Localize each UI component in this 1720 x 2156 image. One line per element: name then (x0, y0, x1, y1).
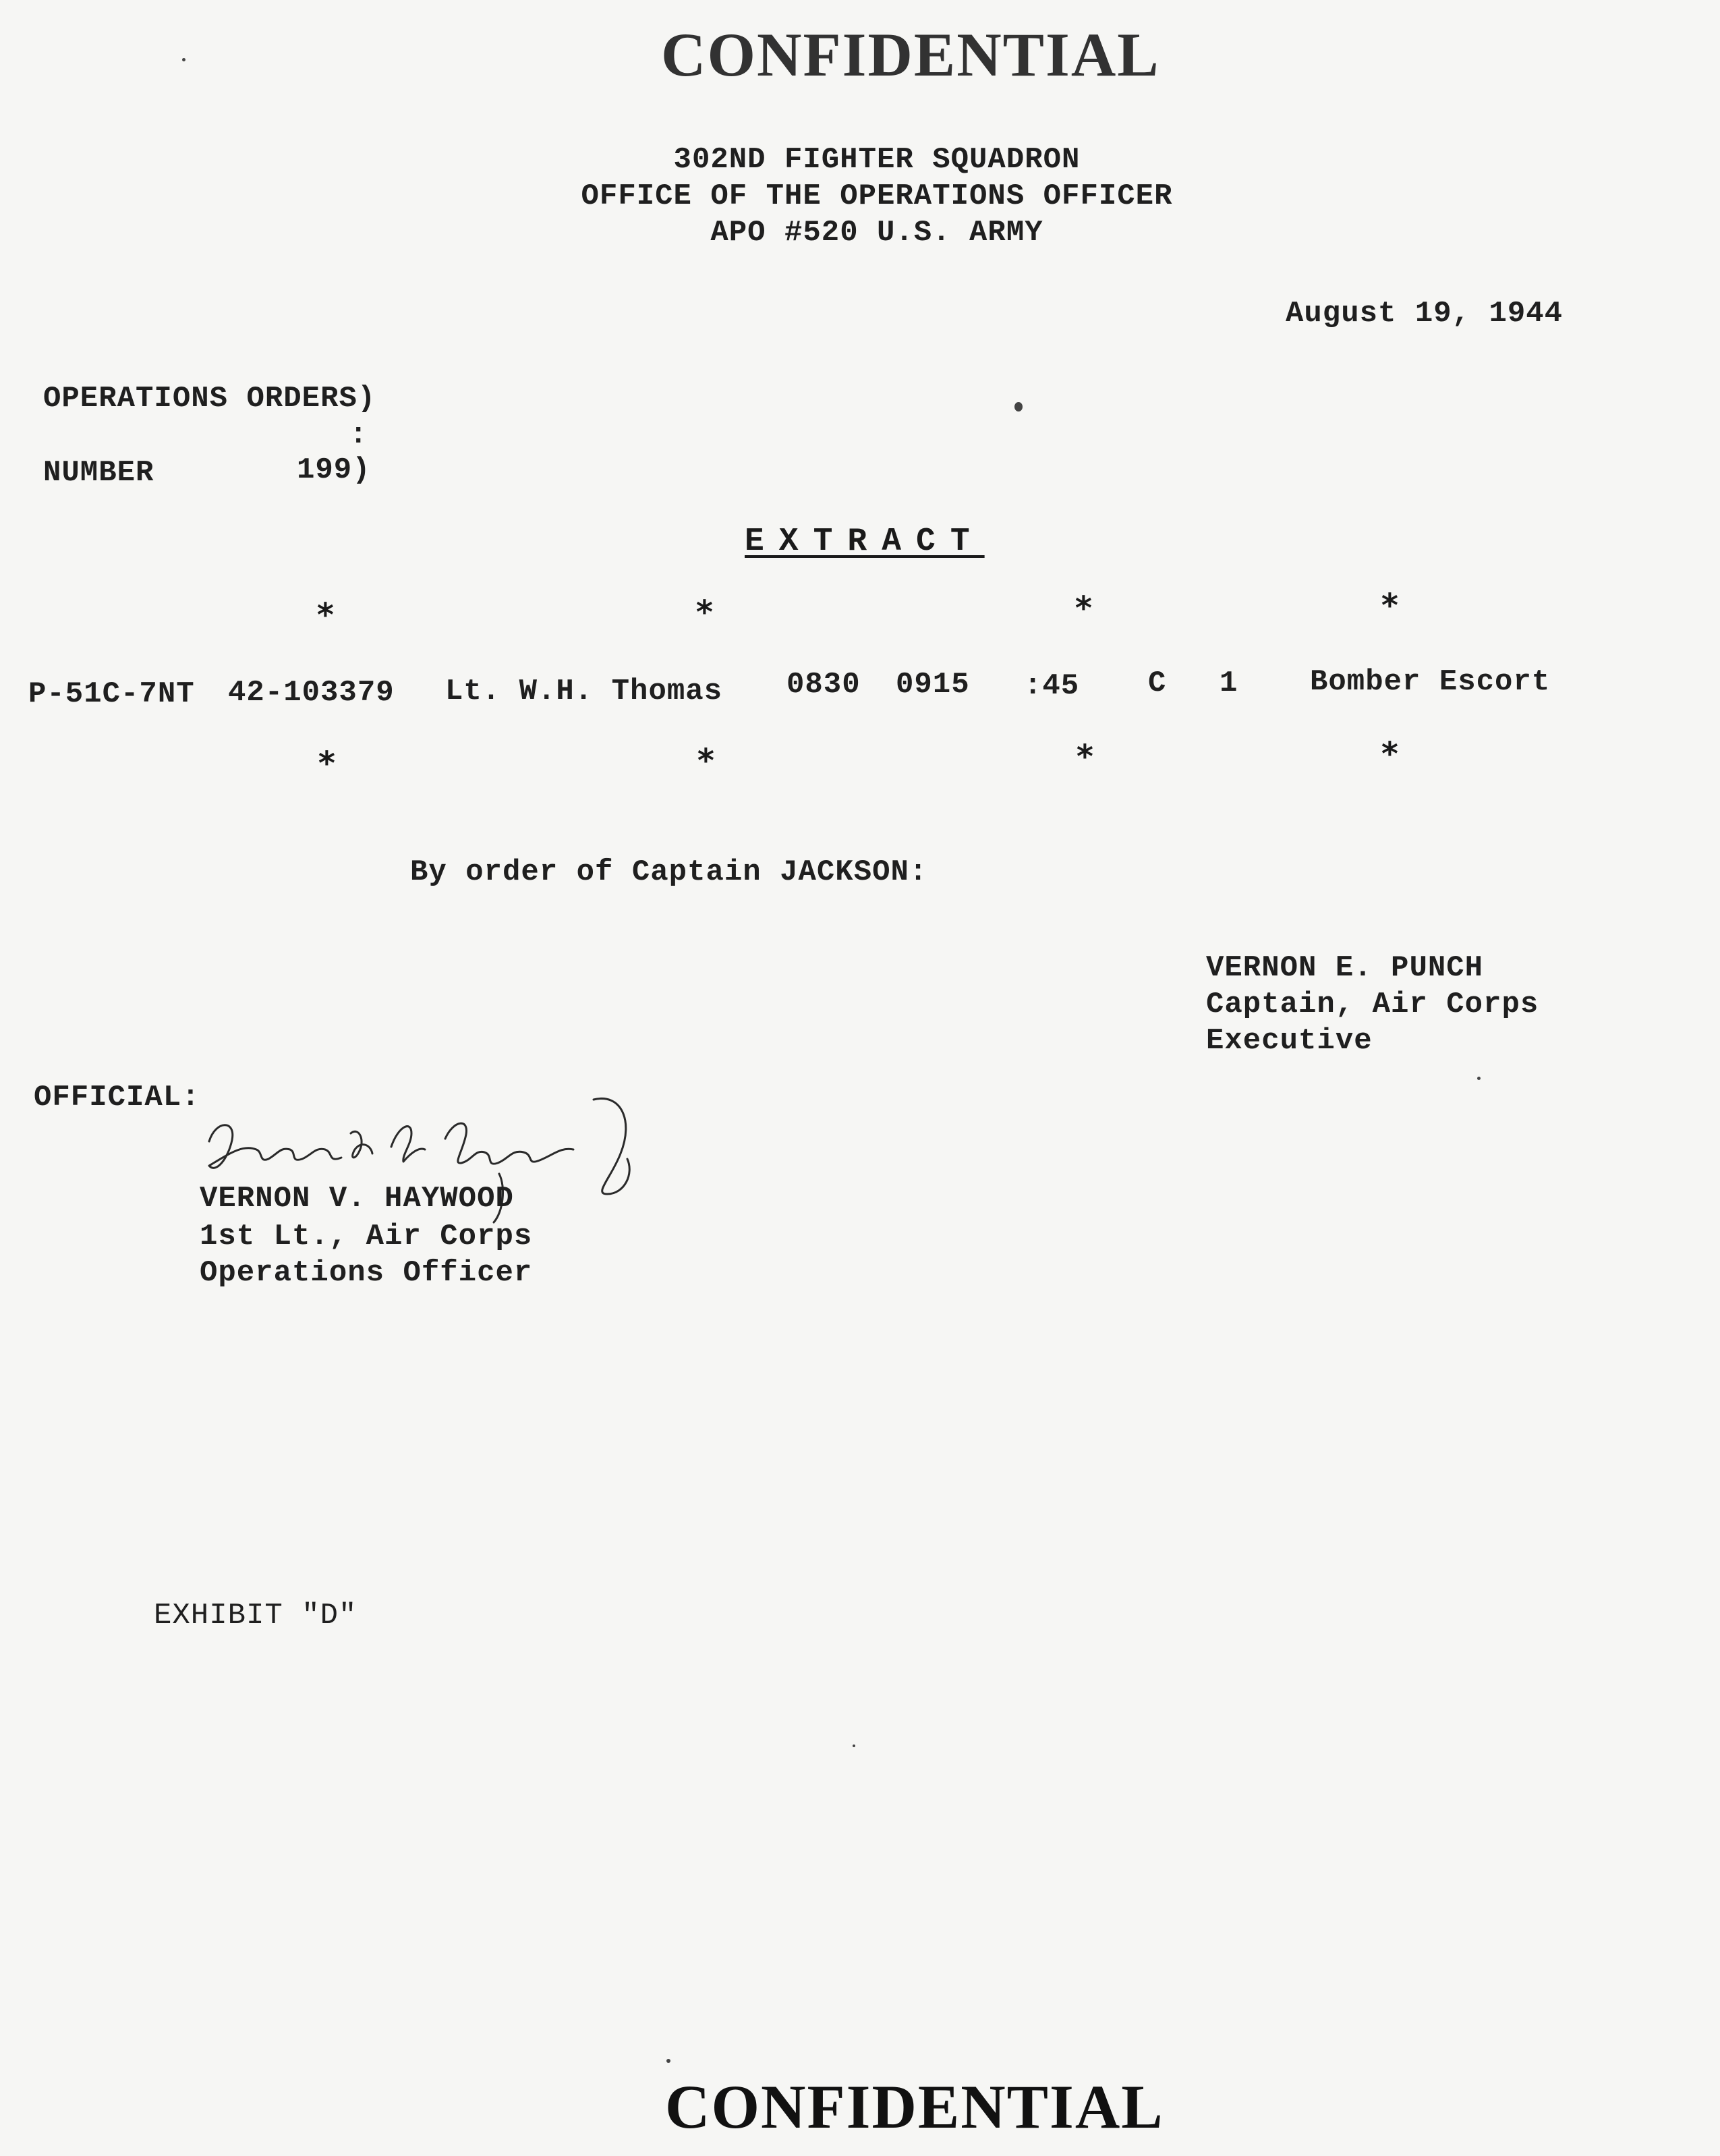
separator-asterisk: * (316, 596, 335, 634)
mission-type: Bomber Escort (1310, 665, 1551, 699)
separator-asterisk: * (696, 742, 716, 780)
aircraft-type: P-51C-7NT (28, 677, 195, 711)
separator-asterisk: * (695, 594, 714, 631)
separator-asterisk: * (1074, 590, 1093, 627)
orders-label: OPERATIONS ORDERS) (43, 382, 376, 416)
address-heading: APO #520 U.S. ARMY (710, 216, 1043, 250)
extract-title: EXTRACT (745, 523, 985, 560)
takeoff-time: 0830 (786, 668, 861, 702)
by-order-line: By order of Captain JACKSON: (410, 855, 928, 889)
separator-asterisk: * (1380, 587, 1400, 625)
flight-duration: :45 (1024, 669, 1080, 703)
sortie-count: 1 (1220, 666, 1238, 700)
separator-asterisk: * (1075, 738, 1095, 776)
handwritten-signature (189, 1079, 701, 1241)
order-number: 199) (297, 453, 371, 487)
official-title: Operations Officer (200, 1256, 533, 1290)
mission-status: C (1148, 666, 1167, 700)
landing-time: 0915 (896, 668, 970, 702)
scan-speck (182, 58, 185, 61)
aircraft-serial: 42-103379 (228, 676, 395, 710)
signer-title: Executive (1206, 1024, 1373, 1058)
signer-rank: Captain, Air Corps (1206, 988, 1539, 1021)
scan-speck (1477, 1077, 1481, 1080)
official-name: VERNON V. HAYWOOD (200, 1182, 514, 1216)
office-heading: OFFICE OF THE OPERATIONS OFFICER (581, 179, 1173, 213)
scan-speck (853, 1744, 855, 1747)
orders-colon: : (349, 418, 368, 452)
signer-name: VERNON E. PUNCH (1206, 951, 1484, 985)
scan-speck (1014, 402, 1023, 412)
official-rank: 1st Lt., Air Corps (200, 1220, 533, 1253)
classification-stamp-bottom: CONFIDENTIAL (665, 2072, 1164, 2141)
separator-asterisk: * (317, 745, 337, 783)
classification-stamp-top: CONFIDENTIAL (661, 20, 1160, 89)
exhibit-label: EXHIBIT "D" (154, 1599, 357, 1633)
document-date: August 19, 1944 (1286, 297, 1564, 331)
scan-speck (666, 2059, 670, 2063)
number-label: NUMBER (43, 456, 154, 490)
pilot-name: Lt. W.H. Thomas (445, 675, 723, 708)
separator-asterisk: * (1380, 735, 1400, 773)
unit-heading: 302ND FIGHTER SQUADRON (673, 143, 1081, 177)
official-label: OFFICIAL: (34, 1081, 200, 1114)
